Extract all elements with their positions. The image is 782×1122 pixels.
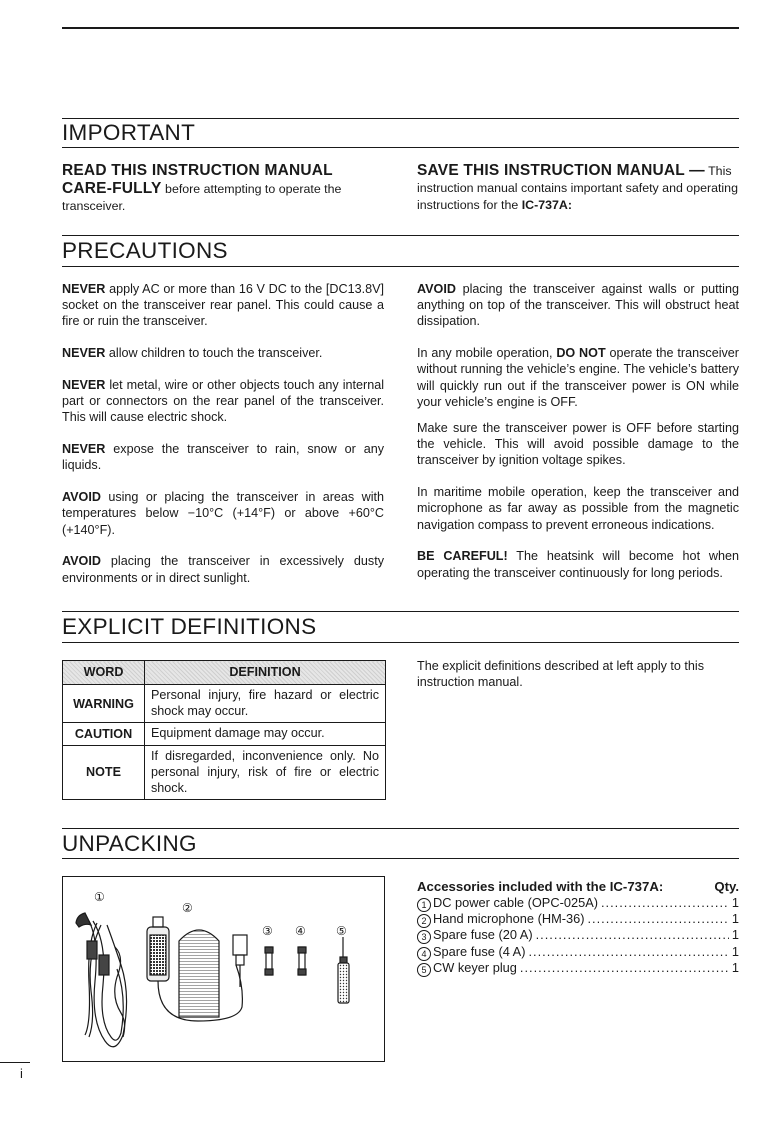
- unpacking-bottom-rule: [62, 858, 739, 859]
- item-qty: 1: [731, 911, 739, 927]
- definitions-note: The explicit definitions described at left apply to this instruction manual.: [417, 659, 705, 690]
- figure-label-5: ⑤: [336, 924, 347, 938]
- precautions-right-column: [417, 281, 739, 596]
- important-left-text: [62, 162, 384, 215]
- precaution-item: In any mobile operation, DO NOT operate the transceiver without running the vehicle’s engine. The vehicle’s battery will quickly run out if the transceiver power is ON while your vehicle’s engine is OFF.: [417, 346, 739, 409]
- precaution-item: NEVER let metal, wire or other objects touch any internal part or connectors on the rear panel of the transceiver. This will cause electric shock.: [62, 378, 384, 425]
- definitions-heading: EXPLICIT DEFINITIONS: [62, 614, 317, 639]
- accessories-illustration: [63, 877, 384, 1061]
- precaution-item: Make sure the transceiver power is OFF before starting the vehicle. This will avoid possible damage to the transceiver by ignition voltage spikes.: [417, 421, 739, 468]
- item-number: 5: [417, 963, 431, 977]
- leader-dots: [588, 911, 729, 927]
- page-number-rule: [0, 1062, 30, 1063]
- read-manual-text: before attempting to operate the transceiver.: [62, 182, 342, 213]
- item-number: 4: [417, 947, 431, 961]
- leader-dots: [536, 927, 729, 943]
- precaution-item: AVOID placing the transceiver against walls or putting anything on top of the transceiver. This will obstruct heat dissipation.: [417, 282, 739, 329]
- definitions-top-rule: [62, 611, 739, 612]
- save-manual-title: SAVE THIS INSTRUCTION MANUAL —: [417, 162, 705, 179]
- leader-dots: [528, 944, 728, 960]
- figure-label-1: ①: [94, 890, 105, 904]
- important-top-rule: [62, 118, 739, 119]
- precaution-item: AVOID using or placing the transceiver in areas with temperatures below −10°C (+14°F) or above +60°C (+140°F).: [62, 490, 384, 537]
- item-qty: 1: [731, 895, 739, 910]
- precaution-item: NEVER expose the transceiver to rain, snow or any liquids.: [62, 442, 384, 473]
- definition-cell: If disregarded, inconvenience only. No personal injury, risk of fire or electric shock.: [145, 745, 386, 800]
- item-number: 1: [417, 898, 431, 912]
- leader-dots: [520, 960, 729, 976]
- qty-header: Qty.: [714, 879, 739, 894]
- list-item: [417, 960, 739, 976]
- item-name: Spare fuse (20 A): [433, 927, 533, 943]
- important-heading: IMPORTANT: [62, 120, 196, 145]
- definitions-bottom-rule: [62, 642, 739, 643]
- figure-label-3: ③: [262, 924, 273, 938]
- item-qty: 1: [731, 959, 739, 975]
- precautions-top-rule: [62, 235, 739, 236]
- figure-label-2: ②: [182, 901, 193, 915]
- definition-cell: Personal injury, fire hazard or electric shock may occur.: [145, 685, 386, 723]
- accessories-header: [417, 878, 739, 895]
- figure-label-4: ④: [295, 924, 306, 938]
- important-right-text: [417, 162, 739, 214]
- item-name: Spare fuse (4 A): [433, 943, 526, 959]
- table-row: [63, 685, 386, 723]
- model-name: IC-737A:: [521, 198, 572, 212]
- list-item: [417, 944, 739, 960]
- accessories-title: Accessories included with the IC-737A:: [417, 879, 664, 894]
- precaution-item: In maritime mobile operation, keep the transceiver and microphone as far away as possible from the magnetic navigation compass to prevent erroneous indications.: [417, 485, 739, 532]
- unpacking-heading: UNPACKING: [62, 831, 197, 856]
- precaution-item: NEVER allow children to touch the transceiver.: [62, 346, 323, 361]
- item-name: Hand microphone (HM-36): [433, 911, 585, 927]
- item-qty: 1: [731, 943, 739, 959]
- precaution-item: AVOID placing the transceiver in excessively dusty environments or in direct sunlight.: [62, 554, 384, 585]
- precautions-heading: PRECAUTIONS: [62, 238, 228, 263]
- item-qty: 1: [731, 927, 739, 943]
- item-number: 3: [417, 930, 431, 944]
- word-column-header: WORD: [63, 661, 145, 685]
- word-cell: NOTE: [63, 745, 145, 800]
- list-item: [417, 895, 739, 911]
- table-header-row: [63, 661, 386, 685]
- precaution-item: NEVER apply AC or more than 16 V DC to the [DC13.8V] socket on the transceiver rear panel. This could cause a fire or ruin the transceiver.: [62, 282, 384, 329]
- table-row: [63, 723, 386, 745]
- item-name: CW keyer plug: [433, 959, 517, 975]
- word-cell: WARNING: [63, 685, 145, 723]
- leader-dots: [601, 895, 729, 911]
- accessories-list: [417, 878, 739, 976]
- word-cell: CAUTION: [63, 723, 145, 745]
- precaution-item: BE CAREFUL! The heatsink will become hot when operating the transceiver continuously for long periods.: [417, 549, 740, 580]
- table-row: [63, 745, 386, 800]
- list-item: [417, 927, 739, 943]
- precautions-bottom-rule: [62, 266, 739, 267]
- top-rule: [62, 27, 739, 29]
- save-manual-text: This instruction manual contains important safety and operating instructions for the: [417, 164, 738, 212]
- read-manual-title: READ THIS INSTRUCTION MANUAL CARE-FULLY: [62, 162, 333, 197]
- page-number: i: [20, 1066, 23, 1081]
- item-number: 2: [417, 914, 431, 928]
- accessories-figure: [62, 876, 385, 1062]
- unpacking-top-rule: [62, 828, 739, 829]
- important-bottom-rule: [62, 147, 739, 148]
- definition-cell: Equipment damage may occur.: [145, 723, 386, 745]
- definition-column-header: DEFINITION: [145, 661, 386, 685]
- definitions-table: [62, 660, 386, 800]
- list-item: [417, 911, 739, 927]
- item-name: DC power cable (OPC-025A): [433, 895, 598, 910]
- precautions-left-column: [62, 281, 384, 601]
